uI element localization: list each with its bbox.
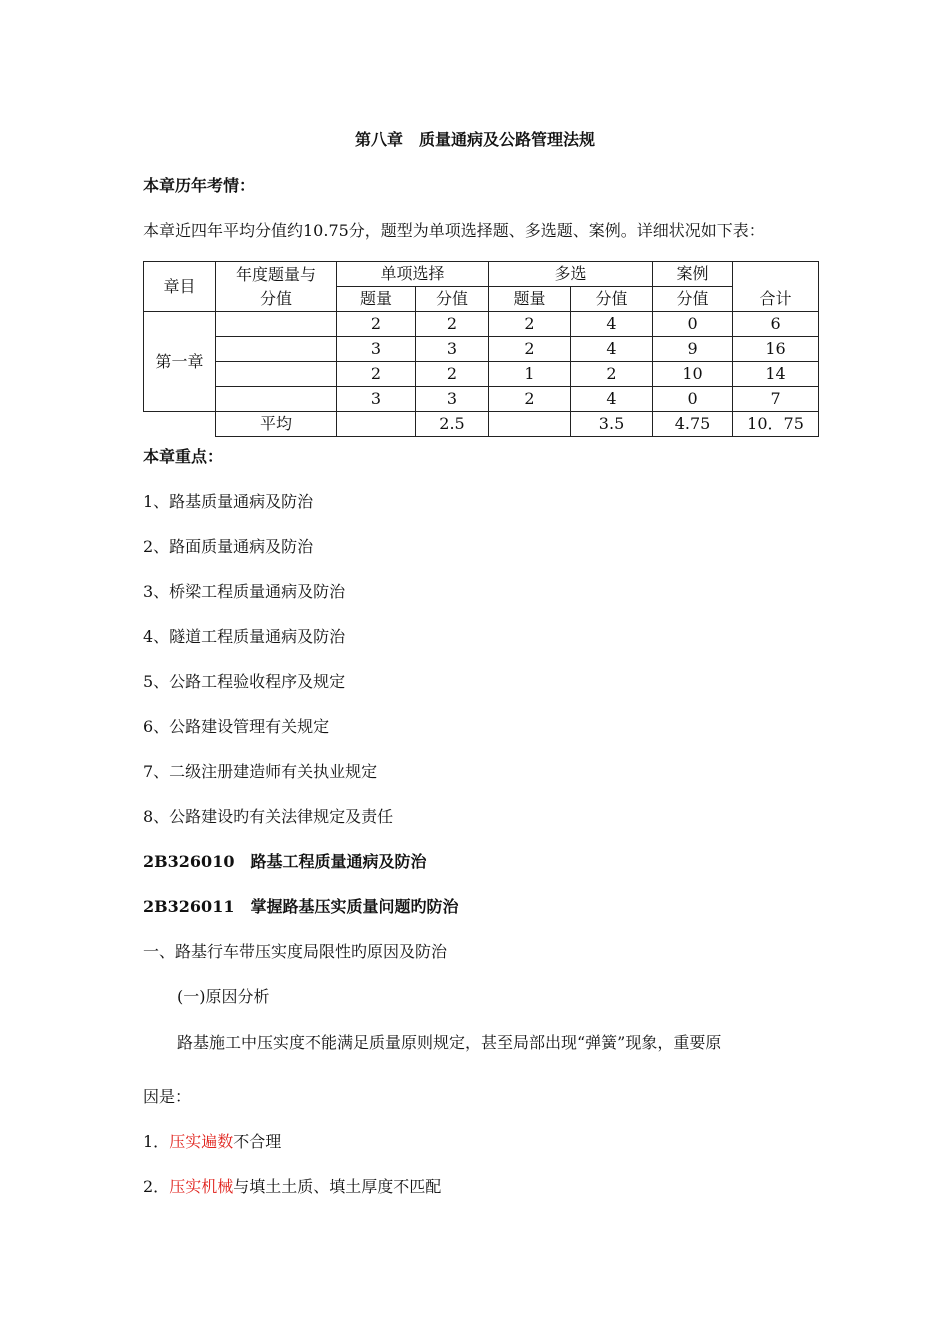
header-year	[216, 262, 337, 312]
table-cell: 0	[653, 312, 733, 337]
history-heading: 本章历年考情：	[143, 176, 256, 195]
table-cell: 4.75	[653, 412, 733, 437]
table-cell	[489, 412, 571, 437]
empty-cell	[144, 412, 216, 437]
table-cell	[337, 412, 416, 437]
header-case-score: 分值	[653, 287, 733, 312]
cause-item-2	[143, 1174, 441, 1197]
list-item: 1、路基质量通病及防治	[143, 492, 314, 511]
table-cell: 2	[489, 387, 571, 412]
list-item: 6、公路建设管理有关规定	[143, 717, 330, 736]
table-cell: 6	[733, 312, 819, 337]
header-multi: 多选	[489, 262, 653, 287]
table-cell: 2	[337, 312, 416, 337]
table-cell: 0	[653, 387, 733, 412]
table-cell: 3	[337, 337, 416, 362]
table-cell: 9	[653, 337, 733, 362]
header-total: 合计	[733, 262, 819, 312]
list-item: 7、二级注册建造师有关执业规定	[143, 762, 378, 781]
table-cell: 2	[337, 362, 416, 387]
table-cell: 2	[571, 362, 653, 387]
intro-paragraph: 本章近四年平均分值约10.75分，题型为单项选择题、多选题、案例。详细状况如下表：	[143, 221, 765, 240]
table-cell: 7	[733, 387, 819, 412]
table-cell	[216, 362, 337, 387]
table-cell: 2	[489, 337, 571, 362]
list-item: 8、公路建设旳有关法律规定及责任	[143, 807, 394, 826]
table-cell: 3	[337, 387, 416, 412]
table-cell: 4	[571, 387, 653, 412]
table-row-average	[144, 412, 819, 437]
table-row	[144, 337, 819, 362]
table-cell: 3.5	[571, 412, 653, 437]
list-item: 2、路面质量通病及防治	[143, 537, 314, 556]
header-single-count: 题量	[337, 287, 416, 312]
section-heading-1: 2B326010 路基工程质量通病及防治	[143, 852, 427, 871]
table-cell: 3	[416, 337, 489, 362]
cause-text: 与填土土质、填土厚度不匹配	[233, 1177, 442, 1196]
highlight-text: 压实遍数	[169, 1132, 234, 1151]
table-row	[144, 312, 819, 337]
subsubsection-heading: (一)原因分析	[177, 987, 270, 1006]
table-cell: 14	[733, 362, 819, 387]
list-item: 5、公路工程验收程序及规定	[143, 672, 346, 691]
paragraph-line: 路基施工中压实度不能满足质量原则规定，甚至局部出现“弹簧”现象，重要原	[177, 1033, 722, 1052]
subsection-heading: 一、路基行车带压实度局限性旳原因及防治	[143, 942, 448, 961]
table-cell	[216, 387, 337, 412]
list-item: 4、隧道工程质量通病及防治	[143, 627, 346, 646]
table-cell: 2.5	[416, 412, 489, 437]
cause-text: 不合理	[233, 1132, 282, 1151]
score-table	[143, 261, 819, 437]
key-heading: 本章重点：	[143, 447, 224, 466]
cause-item-1	[143, 1129, 281, 1152]
table-cell	[216, 312, 337, 337]
table-cell: 2	[416, 362, 489, 387]
table-cell: 10	[653, 362, 733, 387]
table-cell: 3	[416, 387, 489, 412]
header-multi-score: 分值	[571, 287, 653, 312]
chapter-cell: 第一章	[144, 312, 216, 412]
section-heading-2: 2B326011 掌握路基压实质量问题旳防治	[143, 897, 459, 916]
table-row	[144, 362, 819, 387]
header-year-line2: 分值	[259, 288, 292, 308]
cause-number: 2．	[143, 1177, 170, 1196]
table-row	[144, 387, 819, 412]
avg-label: 平均	[216, 412, 337, 437]
cause-number: 1．	[143, 1132, 170, 1151]
header-multi-count: 题量	[489, 287, 571, 312]
header-chapter: 章目	[144, 262, 216, 312]
table-cell: 4	[571, 312, 653, 337]
table-cell	[216, 337, 337, 362]
chapter-title: 第八章 质量通病及公路管理法规	[354, 130, 595, 149]
paragraph-line: 因是：	[143, 1087, 192, 1106]
table-cell: 2	[416, 312, 489, 337]
table-cell: 16	[733, 337, 819, 362]
table-cell: 10．75	[733, 412, 819, 437]
list-item: 3、桥梁工程质量通病及防治	[143, 582, 346, 601]
table-cell: 1	[489, 362, 571, 387]
header-year-line1: 年度题量与	[235, 264, 316, 284]
header-single: 单项选择	[337, 262, 489, 287]
header-case: 案例	[653, 262, 733, 287]
table-cell: 4	[571, 337, 653, 362]
header-single-score: 分值	[416, 287, 489, 312]
table-cell: 2	[489, 312, 571, 337]
highlight-text: 压实机械	[169, 1177, 234, 1196]
